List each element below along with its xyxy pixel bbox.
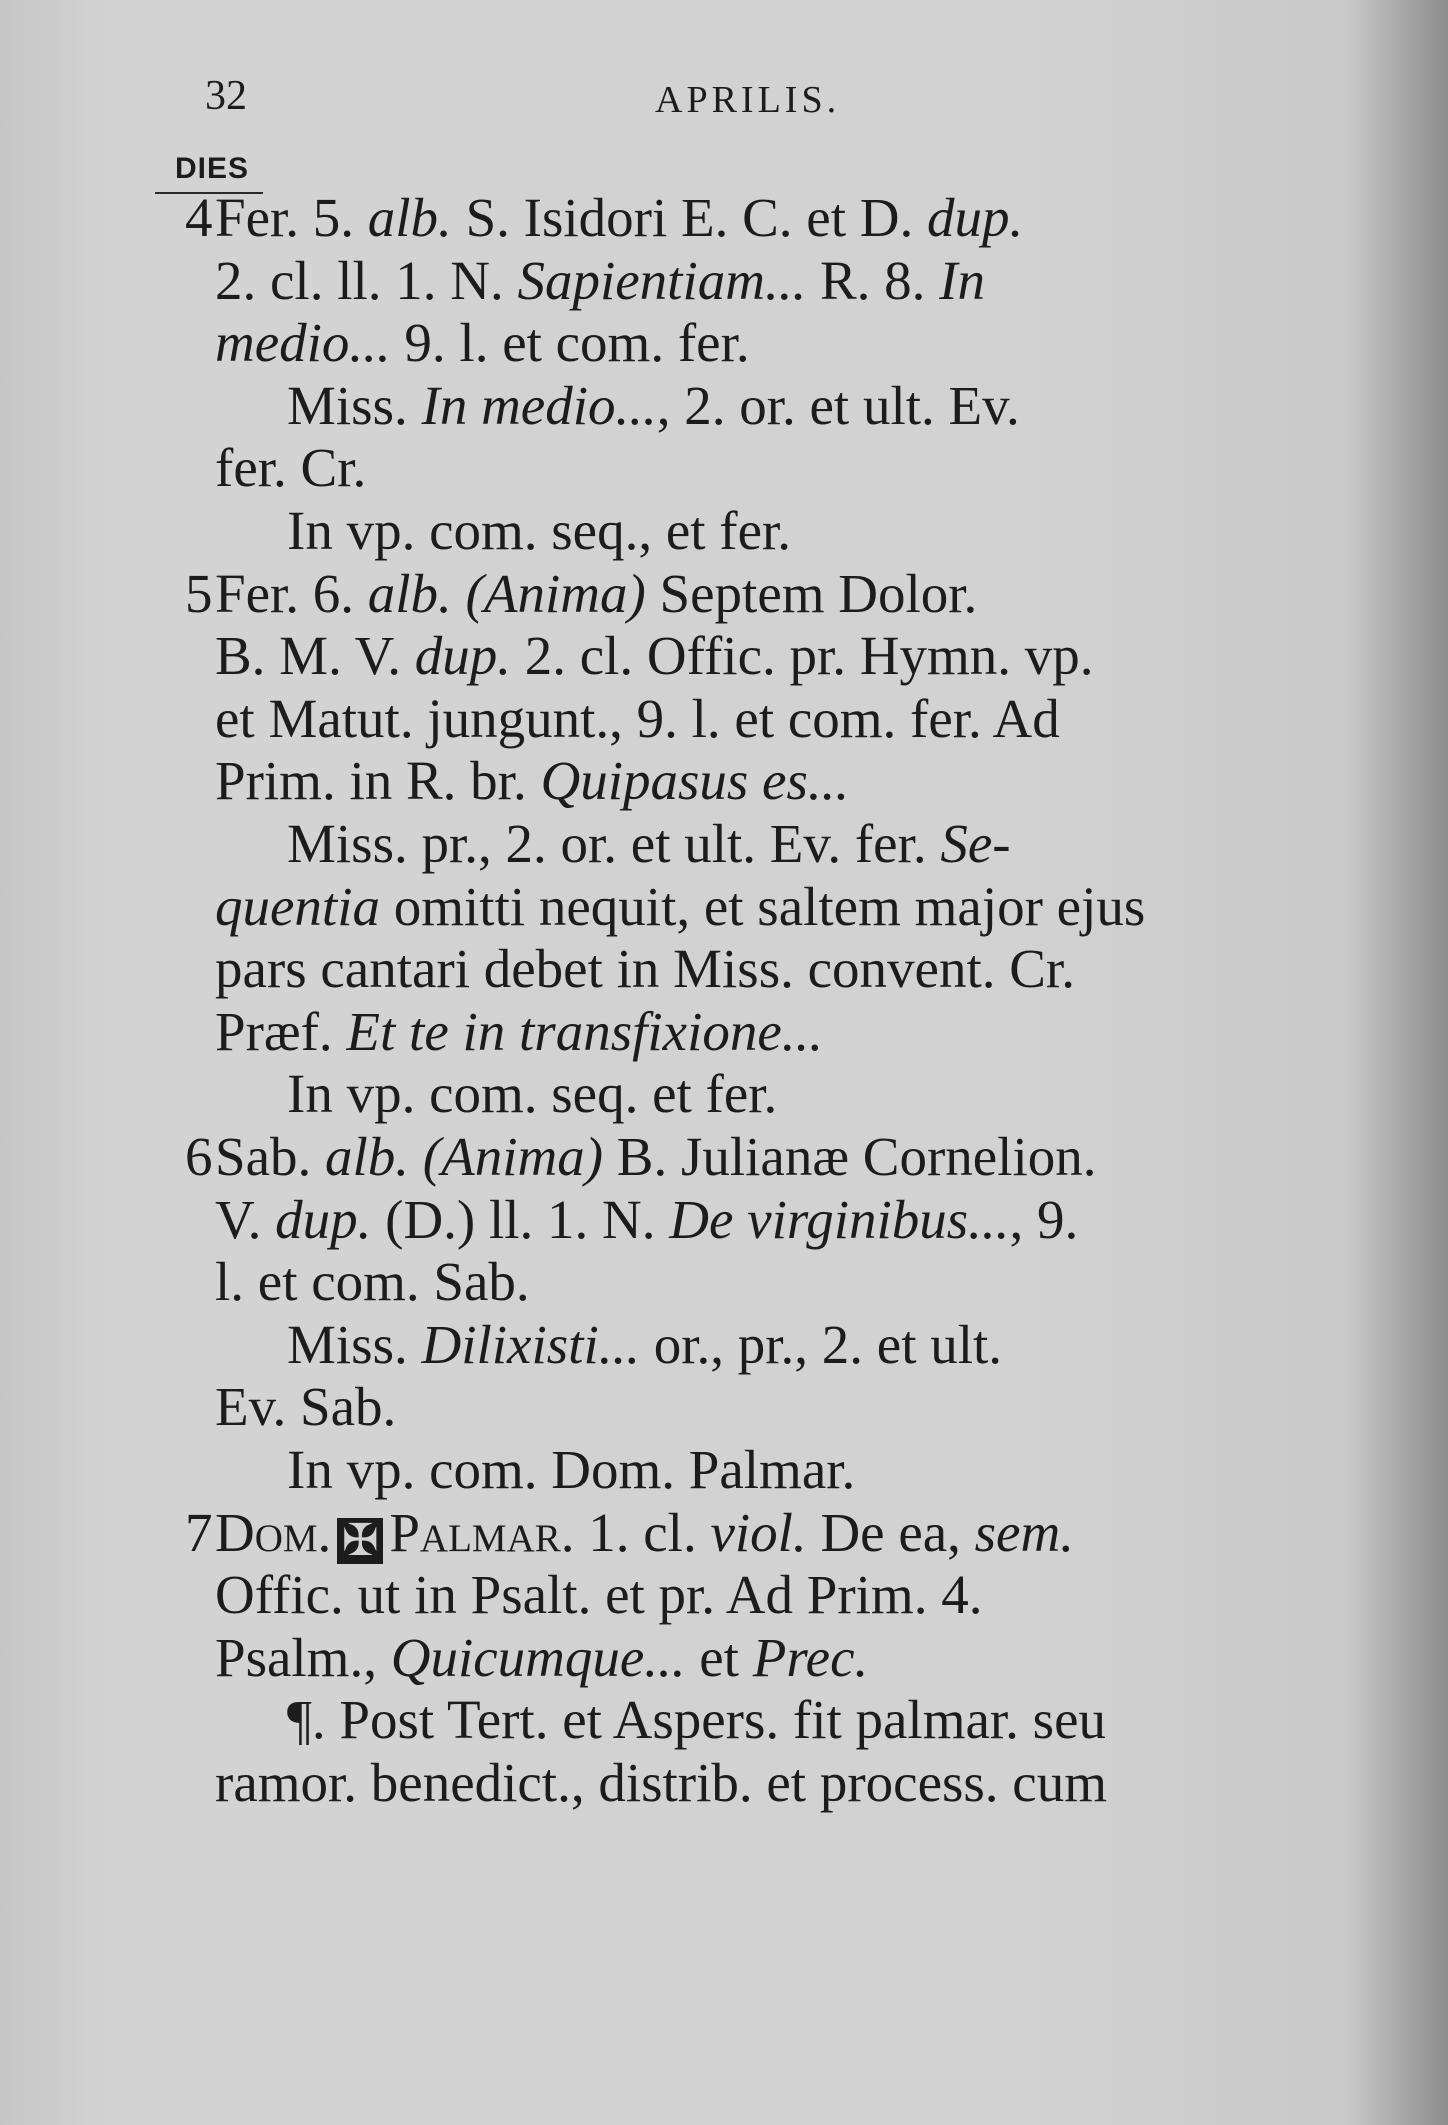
text-line <box>215 1122 1395 1192</box>
text-run: , 2. or. et ult. Ev. <box>656 374 1020 436</box>
text-line <box>215 308 1395 378</box>
text-run: ramor. benedict., distrib. et process. cum <box>215 1752 1107 1813</box>
day-number: 5 <box>185 562 213 624</box>
italic-run: alb. <box>367 187 452 248</box>
italic-run: Quipasus es... <box>540 750 850 812</box>
text-line <box>287 1059 1448 1129</box>
text-run: , 9. <box>1009 1188 1079 1250</box>
text-line <box>215 1560 1395 1630</box>
small-caps-run: Palmar. <box>389 1501 575 1563</box>
text-run: In vp. com. seq. et fer. <box>287 1063 778 1125</box>
text-run: Septem Dolor. <box>645 562 978 624</box>
italic-run: Quicumque... <box>390 1626 686 1688</box>
text-line <box>215 1623 1395 1693</box>
italic-run: medio... <box>215 312 391 374</box>
text-line <box>287 1685 1448 1755</box>
text-line <box>215 621 1395 691</box>
text-run: l. et com. Sab. <box>215 1251 530 1313</box>
text-line <box>287 1310 1448 1380</box>
text-line <box>215 1372 1395 1442</box>
text-line <box>287 1435 1448 1505</box>
italic-run: Se- <box>940 813 1011 874</box>
text-run: Præf. <box>215 1000 347 1062</box>
text-run: (D.) ll. 1. N. <box>371 1188 670 1250</box>
text-run: 2. cl. ll. 1. N. <box>215 249 518 311</box>
text-line <box>287 496 1448 566</box>
text-run: Fer. 5. <box>215 187 368 248</box>
italic-run: quentia <box>215 875 380 937</box>
italic-run: alb. (Anima) <box>325 1126 604 1187</box>
italic-run: viol. <box>710 1501 807 1563</box>
text-run: Offic. ut in Psalt. et pr. Ad Prim. 4. <box>215 1564 983 1626</box>
text-run: 1. cl. <box>574 1501 711 1563</box>
text-run: Fer. 6. <box>215 562 368 624</box>
text-line <box>215 433 1395 503</box>
text-run: Sab. <box>215 1126 325 1187</box>
text-run: V. <box>215 1188 276 1250</box>
text-line <box>215 997 1395 1067</box>
italic-run: Prec. <box>752 1626 869 1688</box>
text-run: R. 8. <box>806 249 940 311</box>
text-run: omitti nequit, et saltem major ejus <box>379 875 1146 937</box>
text-run: Psalm., <box>215 1626 391 1688</box>
text-line <box>215 1185 1395 1255</box>
text-line <box>215 183 1395 253</box>
text-run: In vp. com. Dom. Palmar. <box>287 1439 856 1500</box>
text-run: De ea, <box>806 1501 975 1563</box>
text-run: Prim. in R. br. <box>215 750 541 812</box>
text-run: et Matut. jungunt., 9. l. et com. fer. Ad <box>215 687 1060 749</box>
text-run: Miss. <box>287 374 422 436</box>
text-line <box>215 1247 1395 1317</box>
text-run: Ev. Sab. <box>215 1376 397 1438</box>
italic-run: In <box>939 249 985 311</box>
italic-run: Dilixisti... <box>421 1313 640 1375</box>
italic-run: Et te in transfixione... <box>346 1000 824 1062</box>
text-run: 2. cl. Offic. pr. Hymn. vp. <box>510 625 1094 687</box>
italic-run: sem. <box>974 1501 1074 1563</box>
text-run: 9. l. et com. fer. <box>390 312 750 374</box>
text-run: Miss. <box>287 1313 422 1375</box>
cross-icon: ✠ <box>337 1518 383 1564</box>
text-run: pars cantari debet in Miss. convent. Cr. <box>215 938 1075 1000</box>
text-line <box>215 684 1395 754</box>
text-run: fer. Cr. <box>215 437 367 499</box>
text-line <box>287 371 1448 441</box>
text-line <box>287 809 1448 879</box>
text-run: or., pr., 2. et ult. <box>639 1313 1003 1375</box>
text-run: B. M. V. <box>215 625 415 687</box>
small-caps-run: Dom. <box>215 1501 332 1563</box>
italic-run: dup. <box>926 187 1024 248</box>
italic-run: dup. <box>275 1188 372 1250</box>
italic-run: alb. (Anima) <box>367 562 646 624</box>
italic-run: dup. <box>414 625 511 687</box>
text-run: et <box>685 1626 753 1688</box>
page-number: 32 <box>205 73 247 119</box>
dies-label: DIES <box>175 152 250 185</box>
running-title: APRILIS. <box>655 79 841 121</box>
day-number: 4 <box>185 187 213 248</box>
italic-run: De virginibus... <box>669 1188 1010 1250</box>
text-line <box>215 872 1395 942</box>
day-number: 7 <box>185 1501 213 1563</box>
text-run: ¶. Post Tert. et Aspers. fit palmar. seu <box>287 1689 1106 1751</box>
text-run: S. Isidori E. C. et D. <box>451 187 927 248</box>
italic-run: Sapientiam... <box>517 249 807 311</box>
text-line <box>215 246 1395 316</box>
day-number: 6 <box>185 1126 213 1187</box>
text-line <box>215 1748 1395 1818</box>
text-line <box>215 1498 1395 1568</box>
italic-run: In medio... <box>421 374 657 436</box>
text-run: B. Julianæ Cornelion. <box>603 1126 1097 1187</box>
text-line <box>215 559 1395 629</box>
text-run: In vp. com. seq., et fer. <box>287 500 792 561</box>
text-line <box>215 746 1395 816</box>
text-run: Miss. pr., 2. or. et ult. Ev. fer. <box>287 813 941 874</box>
text-line <box>215 934 1395 1004</box>
